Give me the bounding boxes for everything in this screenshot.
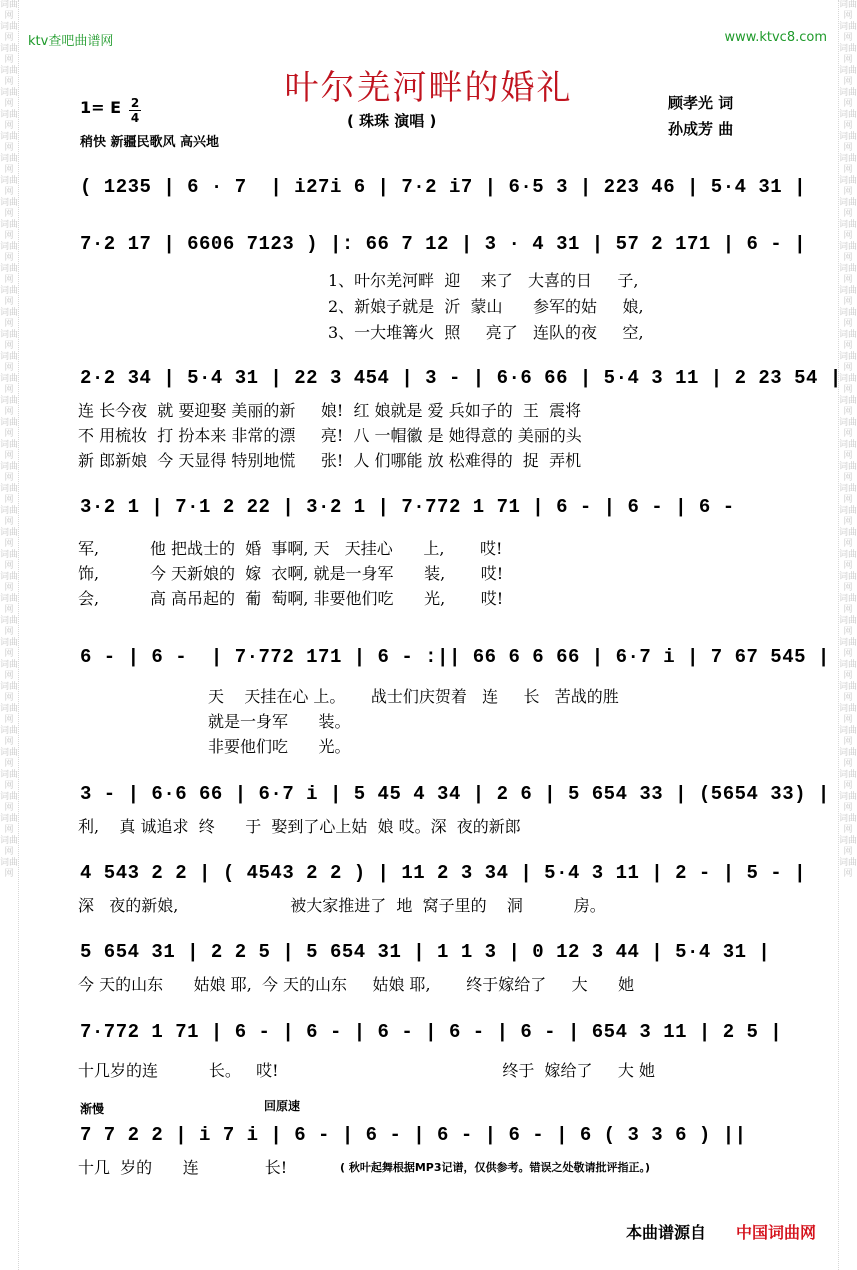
- lyric-row-5-verse-1: 天 天挂在心 上。 战士们庆贺着 连 长 苦战的胜: [208, 687, 619, 706]
- notation-row-8: 5 654 31 | 2 2 5 | 5 654 31 | 1 1 3 | 0 12 3 44 | 5·4 31 |: [80, 941, 771, 963]
- time-signature-top: 2: [130, 96, 140, 110]
- ritardando-marking: 渐慢: [80, 1102, 105, 1116]
- lyric-row-3-verse-1: 连 长今夜 就 要迎娶 美丽的新 娘! 红 娘就是 爱 兵如子的 王 震将: [78, 401, 582, 420]
- lyric-row-7: 深 夜的新娘, 被大家推进了 地 窝子里的 洞 房。: [78, 896, 606, 915]
- lyric-row-10: 十几 岁的 连 长!: [78, 1158, 288, 1177]
- right-watermark-text: 词曲网 词曲网 词曲网 词曲网 词曲网 词曲网 词曲网 词曲网 词曲网 词曲网 词曲网 词曲网 词曲网 词曲网 词曲网 词曲网 词曲网 词曲网 词曲网 词曲网 词曲网 词曲网 词曲网 词曲网 词曲网 词曲网 词曲网 词曲网 词曲网 词曲网 词曲网 词曲网 词曲网 词曲网 词曲网 词曲网 词曲网 词曲网 词曲网 词曲网: [839, 0, 857, 879]
- lyric-row-3-verse-3: 新 郎新娘 今 天显得 特别地慌 张! 人 们哪能 放 松难得的 捉 弄机: [78, 451, 582, 470]
- lyric-row-5-verse-3: 非要他们吃 光。: [208, 737, 351, 756]
- lyric-row-2-verse-1: 1、叶尔羌河畔 迎 来了 大喜的日 子,: [328, 271, 639, 290]
- notation-row-4: 3·2 1 | 7·1 2 22 | 3·2 1 | 7·772 1 71 | 6 - | 6 - | 6 -: [80, 496, 735, 518]
- notation-row-3: 2·2 34 | 5·4 31 | 22 3 454 | 3 - | 6·6 66 | 5·4 3 11 | 2 23 54 |: [80, 367, 842, 389]
- right-watermark-strip: [838, 0, 857, 1270]
- notation-row-9: 7·772 1 71 | 6 - | 6 - | 6 - | 6 - | 6 - | 654 3 11 | 2 5 |: [80, 1021, 783, 1043]
- notation-row-2: 7·2 17 | 6606 7123 ) |: 66 7 12 | 3 · 4 31 | 57 2 171 | 6 - |: [80, 233, 807, 255]
- notation-row-7: 4 543 2 2 | ( 4543 2 2 ) | 11 2 3 34 | 5·4 3 11 | 2 - | 5 - |: [80, 862, 807, 884]
- transcriber-note: ( 秋叶起舞根据MP3记谱，仅供参考。错误之处敬请批评指正。): [340, 1161, 651, 1174]
- notation-row-1: ( 1235 | 6 · 7 | i27i 6 | 7·2 i7 | 6·5 3 | 223 46 | 5·4 31 |: [80, 176, 807, 198]
- notation-row-6: 3 - | 6·6 66 | 6·7 i | 5 45 4 34 | 2 6 | 5 654 33 | (5654 33) |: [80, 783, 830, 805]
- site-link-left[interactable]: ktv查吧曲谱网: [28, 34, 114, 49]
- lyric-row-4-verse-1: 军, 他 把战士的 婚 事啊, 天 天挂心 上, 哎!: [78, 539, 503, 558]
- tempo-marking: 稍快 新疆民歌风 高兴地: [80, 135, 220, 150]
- notation-row-10: 7 7 2 2 | i 7 i | 6 - | 6 - | 6 - | 6 - | 6 ( 3 3 6 ) ||: [80, 1124, 747, 1146]
- lyric-row-9: 十几岁的连 长。 哎! 终于 嫁给了 大 她: [78, 1061, 656, 1080]
- lyric-row-2-verse-2: 2、新娘子就是 沂 蒙山 参军的姑 娘,: [328, 297, 644, 316]
- site-link-right[interactable]: www.ktvc8.com: [724, 30, 827, 45]
- time-signature: [129, 96, 141, 125]
- lyricist-credit: 顾孝光 词: [668, 94, 734, 112]
- footer-source-site[interactable]: 中国词曲网: [736, 1223, 817, 1242]
- lyric-row-3-verse-2: 不 用梳妆 打 扮本来 非常的漂 亮! 八 一帽徽 是 她得意的 美丽的头: [78, 426, 582, 445]
- lyric-row-2-verse-3: 3、一大堆篝火 照 亮了 连队的夜 空,: [328, 323, 644, 342]
- composer-credit: 孙成芳 曲: [668, 120, 734, 138]
- left-watermark-strip: [0, 0, 19, 1270]
- lyric-row-5-verse-2: 就是一身军 装。: [208, 712, 351, 731]
- a-tempo-marking: 回原速: [264, 1099, 301, 1113]
- key-signature: 1= E: [80, 98, 122, 117]
- lyric-row-4-verse-2: 饰, 今 天新娘的 嫁 衣啊, 就是一身军 装, 哎!: [78, 564, 504, 583]
- notation-row-5: 6 - | 6 - | 7·772 171 | 6 - :|| 66 6 6 66 | 6·7 i | 7 67 545 |: [80, 646, 830, 668]
- left-watermark-text: 词曲网 词曲网 词曲网 词曲网 词曲网 词曲网 词曲网 词曲网 词曲网 词曲网 词曲网 词曲网 词曲网 词曲网 词曲网 词曲网 词曲网 词曲网 词曲网 词曲网 词曲网 词曲网 词曲网 词曲网 词曲网 词曲网 词曲网 词曲网 词曲网 词曲网 词曲网 词曲网 词曲网 词曲网 词曲网 词曲网 词曲网 词曲网 词曲网 词曲网: [0, 0, 19, 879]
- song-title: 叶尔羌河畔的婚礼: [284, 68, 573, 108]
- singer-credit: ( 珠珠 演唱 ): [347, 112, 437, 130]
- lyric-row-8: 今 天的山东 姑娘 耶, 今 天的山东 姑娘 耶, 终于嫁给了 大 她: [78, 975, 635, 994]
- footer-source-label: 本曲谱源自: [626, 1223, 707, 1242]
- lyric-row-4-verse-3: 会, 高 高吊起的 葡 萄啊, 非要他们吃 光, 哎!: [78, 589, 504, 608]
- lyric-row-6: 利, 真 诚追求 终 于 娶到了心上姑 娘 哎。深 夜的新郎: [78, 817, 521, 836]
- time-signature-bottom: 4: [130, 111, 140, 125]
